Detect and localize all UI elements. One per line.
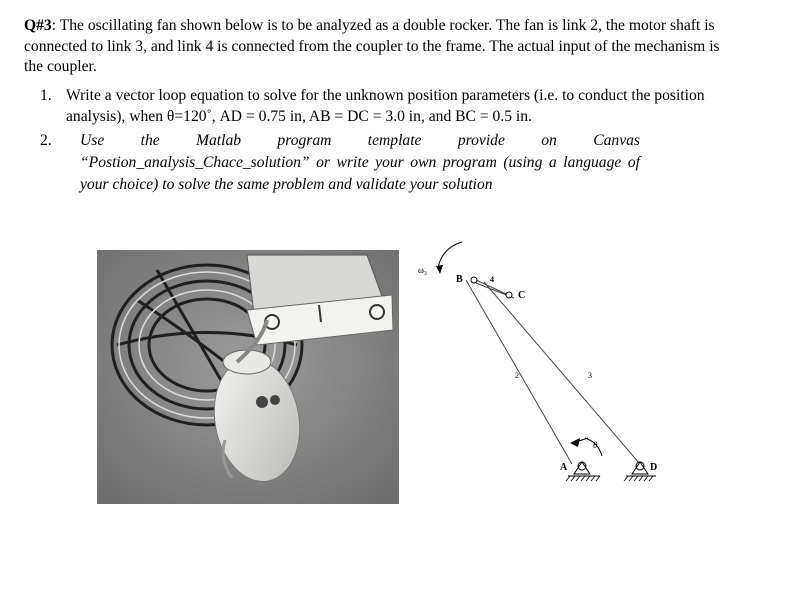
label-c: C [518,290,526,301]
theta-label: θ [593,440,598,450]
omega-label: ω₃ [418,265,428,275]
joint-b [471,277,477,283]
linkage-diagram [410,238,672,498]
label-link-2: 2 [515,371,519,380]
item-number: 2. [40,132,52,149]
item-text: Write a vector loop equation to solve for the unknown position parameters (i.e. to conduct the position analysis), when θ=120˚, AD = 0.75 in, AB = DC = 3.0 in, and BC = 0.5 in. [66,87,705,125]
label-link-3: 4 [490,275,494,284]
question-label: Q#3 [24,17,52,34]
question-text [24,16,736,78]
item-text-line1: Use the Matlab program template provide on Canvas [80,132,640,149]
label-link-4: 3 [588,371,592,380]
question-body: : The oscillating fan shown below is to be analyzed as a double rocker. The fan is link 2, the motor shaft is connected to link 3, and link 4 is connected from the coupler to the frame. The actual input of the mechanism is the coupler. [24,17,720,75]
item-text-rest: “Postion_analysis_Chace_solution” or write your own program (using a language of your choice) to solve the same problem and validate your solution [80,154,640,193]
item-number: 1. [40,87,52,104]
link-4 [484,282,640,464]
fan-photo [97,250,399,504]
list-item [40,86,730,127]
omega-arrow [438,242,462,268]
link-2 [466,280,572,464]
label-d: D [650,462,658,473]
label-a: A [560,462,568,473]
label-b: B [456,274,463,285]
ground-a [566,462,600,481]
joint-c [506,292,512,298]
list-item [40,130,660,196]
